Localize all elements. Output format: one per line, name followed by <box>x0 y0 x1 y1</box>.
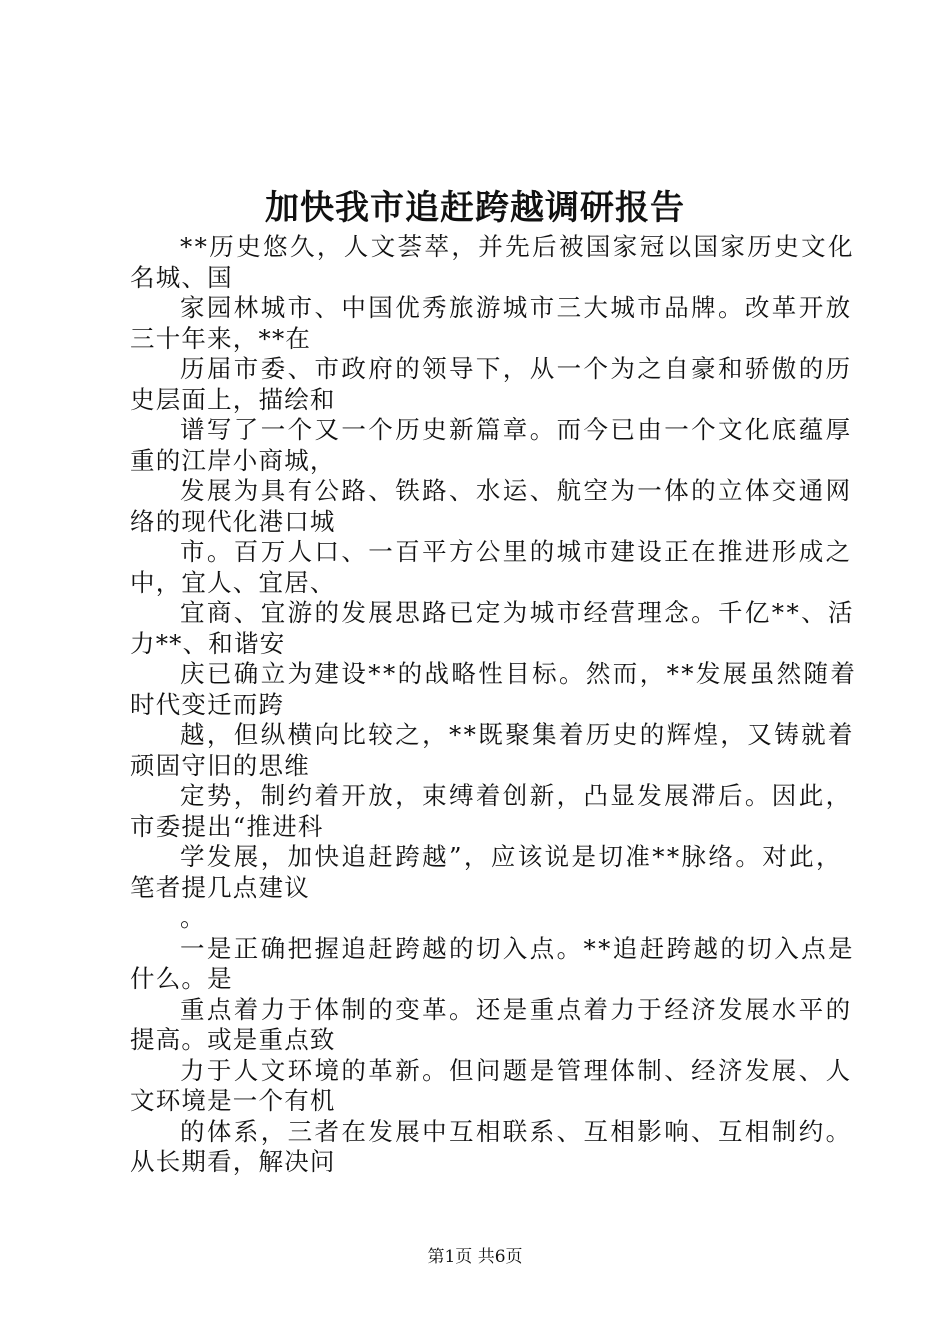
line-rest: 史层面上，描绘和 <box>130 384 336 414</box>
document-body <box>130 232 858 1178</box>
line-rest: 笔者提几点建议 <box>130 872 310 902</box>
text-line-13 <box>130 994 853 1056</box>
text-line-7 <box>130 598 855 659</box>
line-rest: 三十年来，**在 <box>130 323 312 353</box>
line-first: 定势，制约着开放，束缚着创新，凸显发展滞后。因此， <box>180 781 853 810</box>
line-first: 一是正确把握追赶跨越的切入点。**追赶跨越的切入点是 <box>180 933 855 963</box>
line-rest: 力**、和谐安 <box>130 628 286 658</box>
line-rest: 络的现代化港口城 <box>130 506 336 536</box>
line-first: 的体系，三者在发展中互相联系、互相影响、互相制约。 <box>180 1116 853 1146</box>
page-number-footer: 第1页 共6页 <box>427 1247 523 1267</box>
line-rest: 时代变迁而跨 <box>130 689 285 719</box>
text-line-9 <box>130 720 855 781</box>
text-line-8 <box>130 659 858 720</box>
line-first: **历史悠久，人文荟萃，并先后被国家冠以国家历史文化 <box>180 232 855 261</box>
line-rest: 中，宜人、宜居、 <box>130 567 336 597</box>
line-first: 宜商、宜游的发展思路已定为城市经营理念。千亿**、活 <box>180 598 855 627</box>
text-line-2 <box>130 293 853 354</box>
line-first: 学发展，加快追赶跨越”，应该说是切准**脉络。对此， <box>180 842 843 871</box>
text-line-6 <box>130 537 853 598</box>
line-rest: 文环境是一个有机 <box>130 1086 336 1115</box>
line-rest: 什么。是 <box>130 964 233 993</box>
line-first: 家园林城市、中国优秀旅游城市三大城市品牌。改革开放 <box>180 293 853 322</box>
document-title: 加快我市追赶跨越调研报告 <box>265 188 685 228</box>
line-rest: 名城、国 <box>130 262 233 292</box>
text-line-1 <box>130 232 855 293</box>
line-first: 发展为具有公路、铁路、水运、航空为一体的立体交通网 <box>180 476 853 505</box>
line-rest: 顽固守旧的思维 <box>130 750 310 780</box>
line-first: 越，但纵横向比较之，**既聚集着历史的辉煌，又铸就着 <box>180 720 855 749</box>
line-first: 市。百万人口、一百平方公里的城市建设正在推进形成之 <box>180 537 853 566</box>
text-line-10 <box>130 781 853 842</box>
line-first: 力于人文环境的革新。但问题是管理体制、经济发展、人 <box>180 1055 853 1085</box>
text-line-5 <box>130 476 853 537</box>
line-first: 谱写了一个又一个历史新篇章。而今已由一个文化底蕴厚 <box>180 415 853 444</box>
text-line-4 <box>130 415 853 476</box>
text-line-14 <box>130 1055 853 1117</box>
line-first: 重点着力于体制的变革。还是重点着力于经济发展水平的 <box>180 994 853 1024</box>
trailing-period: 。 <box>180 903 205 932</box>
line-rest: 提高。或是重点致 <box>130 1025 336 1054</box>
line-first: 庆已确立为建设**的战略性目标。然而，**发展虽然随着 <box>180 659 858 688</box>
line-rest: 市委提出“推进科 <box>130 811 324 841</box>
text-line-15 <box>130 1116 853 1178</box>
text-line-11 <box>130 842 843 903</box>
text-line-3 <box>130 354 853 415</box>
text-line-12 <box>130 933 855 995</box>
line-rest: 从长期看，解决问 <box>130 1147 336 1176</box>
line-first: 历届市委、市政府的领导下，从一个为之自豪和骄傲的历 <box>180 354 853 383</box>
line-rest: 重的江岸小商城， <box>130 445 336 475</box>
